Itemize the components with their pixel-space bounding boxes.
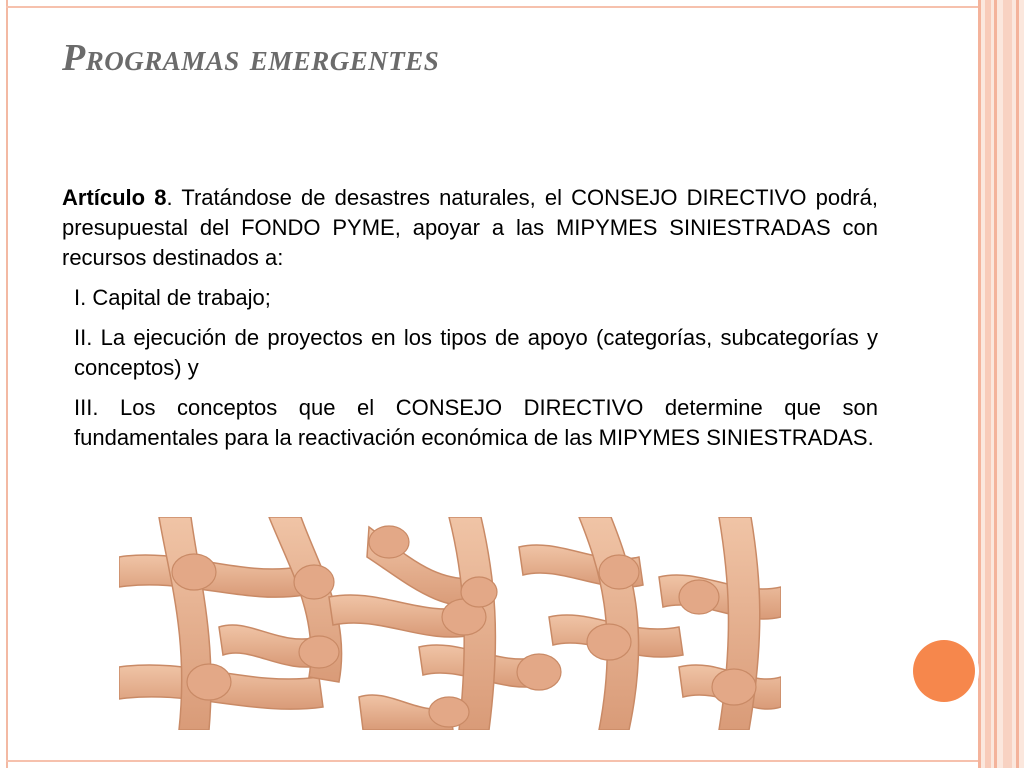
left-border	[6, 0, 8, 768]
article-paragraph	[62, 183, 878, 273]
hands-holding-wrists-photo	[119, 517, 781, 730]
right-stripe	[994, 0, 997, 768]
decorative-orange-circle	[913, 640, 975, 702]
article-body	[62, 183, 878, 463]
hands-illustration	[119, 517, 781, 730]
list-item: II. La ejecución de proyectos en los tipos de apoyo (categorías, subcategorías y conceptos) y	[74, 325, 878, 380]
right-stripe	[978, 0, 981, 768]
bottom-border	[6, 760, 978, 762]
list-item: III. Los conceptos que el CONSEJO DIRECTIVO determine que son fundamentales para la reactivación económica de las MIPYMES SINIESTRADAS.	[74, 395, 878, 450]
slide-title: Programas emergentes	[62, 37, 440, 79]
right-stripe	[1003, 0, 1012, 768]
top-border	[6, 6, 978, 8]
article-label: Artículo 8	[62, 185, 167, 210]
list-item: I. Capital de trabajo;	[74, 285, 271, 310]
right-stripe	[1016, 0, 1019, 768]
right-stripe	[985, 0, 991, 768]
article-text: . Tratándose de desastres naturales, el CONSEJO DIRECTIVO podrá, presupuestal del FONDO PYME, apoyar a las MIPYMES SINIESTRADAS con recursos destinados a:	[62, 185, 878, 270]
